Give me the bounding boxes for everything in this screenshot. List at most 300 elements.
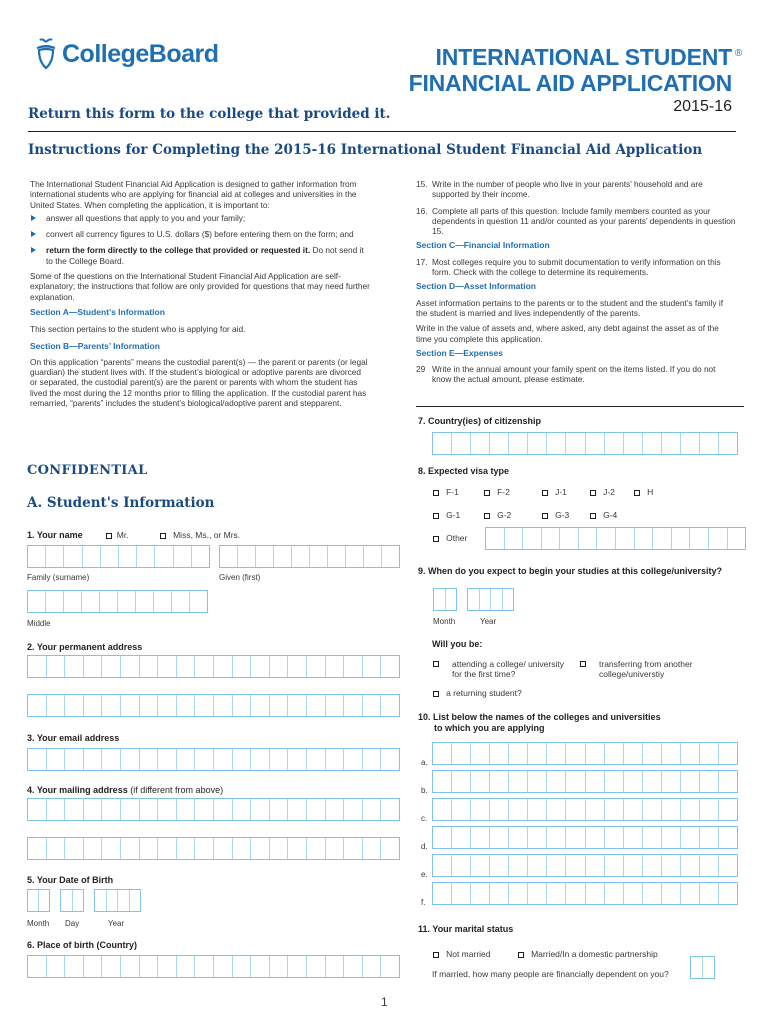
- birth-month-input[interactable]: [27, 889, 50, 912]
- character-cell[interactable]: [452, 855, 471, 876]
- character-cell[interactable]: [47, 799, 66, 820]
- character-cell[interactable]: [326, 799, 345, 820]
- character-cell[interactable]: [307, 695, 326, 716]
- character-cell[interactable]: [65, 749, 84, 770]
- character-cell[interactable]: [84, 656, 103, 677]
- character-cell[interactable]: [528, 743, 547, 764]
- character-cell[interactable]: [490, 827, 509, 848]
- permanent-address-line2-input[interactable]: [27, 694, 400, 717]
- visa-option-g4[interactable]: [590, 510, 617, 520]
- character-cell[interactable]: [605, 743, 624, 764]
- character-cell[interactable]: [119, 546, 137, 567]
- character-cell[interactable]: [471, 827, 490, 848]
- character-cell[interactable]: [662, 743, 681, 764]
- character-cell[interactable]: [65, 656, 84, 677]
- character-cell[interactable]: [643, 827, 662, 848]
- character-cell[interactable]: [566, 433, 585, 454]
- character-cell[interactable]: [28, 591, 46, 612]
- character-cell[interactable]: [107, 890, 119, 911]
- character-cell[interactable]: [433, 827, 452, 848]
- character-cell[interactable]: [310, 546, 328, 567]
- character-cell[interactable]: [566, 799, 585, 820]
- character-cell[interactable]: [46, 591, 64, 612]
- character-cell[interactable]: [700, 799, 719, 820]
- character-cell[interactable]: [270, 656, 289, 677]
- character-cell[interactable]: [547, 799, 566, 820]
- character-cell[interactable]: [471, 433, 490, 454]
- character-cell[interactable]: [597, 528, 616, 549]
- character-cell[interactable]: [681, 883, 700, 904]
- character-cell[interactable]: [523, 528, 542, 549]
- visa-option-j1[interactable]: [542, 487, 567, 497]
- college-f-input[interactable]: [432, 882, 738, 905]
- character-cell[interactable]: [214, 956, 233, 977]
- character-cell[interactable]: [566, 855, 585, 876]
- character-cell[interactable]: [46, 546, 64, 567]
- character-cell[interactable]: [566, 827, 585, 848]
- character-cell[interactable]: [586, 433, 605, 454]
- dependents-count-input[interactable]: [690, 956, 715, 979]
- visa-other-input[interactable]: [485, 527, 746, 550]
- character-cell[interactable]: [28, 546, 46, 567]
- visa-option-other[interactable]: [433, 533, 467, 543]
- character-cell[interactable]: [381, 956, 399, 977]
- character-cell[interactable]: [662, 827, 681, 848]
- character-cell[interactable]: [605, 855, 624, 876]
- marital-option-not-married[interactable]: [433, 949, 491, 959]
- character-cell[interactable]: [566, 771, 585, 792]
- character-cell[interactable]: [288, 956, 307, 977]
- character-cell[interactable]: [177, 695, 196, 716]
- character-cell[interactable]: [509, 771, 528, 792]
- checkbox[interactable]: [106, 533, 112, 539]
- character-cell[interactable]: [121, 656, 140, 677]
- character-cell[interactable]: [28, 799, 47, 820]
- character-cell[interactable]: [307, 749, 326, 770]
- character-cell[interactable]: [605, 827, 624, 848]
- checkbox[interactable]: [160, 533, 166, 539]
- character-cell[interactable]: [719, 827, 737, 848]
- character-cell[interactable]: [446, 589, 457, 610]
- character-cell[interactable]: [624, 771, 643, 792]
- character-cell[interactable]: [452, 771, 471, 792]
- character-cell[interactable]: [130, 890, 141, 911]
- character-cell[interactable]: [490, 433, 509, 454]
- option-transfer[interactable]: [580, 659, 720, 679]
- checkbox[interactable]: [518, 952, 524, 958]
- character-cell[interactable]: [471, 799, 490, 820]
- character-cell[interactable]: [528, 771, 547, 792]
- character-cell[interactable]: [251, 656, 270, 677]
- character-cell[interactable]: [490, 743, 509, 764]
- character-cell[interactable]: [681, 799, 700, 820]
- college-a-input[interactable]: [432, 742, 738, 765]
- character-cell[interactable]: [307, 838, 326, 859]
- character-cell[interactable]: [452, 433, 471, 454]
- character-cell[interactable]: [136, 591, 154, 612]
- character-cell[interactable]: [28, 749, 47, 770]
- character-cell[interactable]: [307, 956, 326, 977]
- character-cell[interactable]: [452, 827, 471, 848]
- character-cell[interactable]: [158, 838, 177, 859]
- character-cell[interactable]: [505, 528, 524, 549]
- character-cell[interactable]: [233, 749, 252, 770]
- option-returning[interactable]: [433, 688, 522, 698]
- character-cell[interactable]: [616, 528, 635, 549]
- character-cell[interactable]: [363, 656, 382, 677]
- character-cell[interactable]: [328, 546, 346, 567]
- character-cell[interactable]: [84, 956, 103, 977]
- character-cell[interactable]: [214, 838, 233, 859]
- character-cell[interactable]: [140, 838, 159, 859]
- character-cell[interactable]: [528, 433, 547, 454]
- character-cell[interactable]: [154, 591, 172, 612]
- character-cell[interactable]: [220, 546, 238, 567]
- character-cell[interactable]: [344, 956, 363, 977]
- option-first-time[interactable]: [433, 659, 573, 679]
- character-cell[interactable]: [547, 855, 566, 876]
- character-cell[interactable]: [288, 695, 307, 716]
- family-name-input[interactable]: [27, 545, 210, 568]
- character-cell[interactable]: [681, 743, 700, 764]
- character-cell[interactable]: [662, 433, 681, 454]
- character-cell[interactable]: [39, 890, 49, 911]
- character-cell[interactable]: [624, 827, 643, 848]
- checkbox[interactable]: [542, 490, 548, 496]
- checkbox[interactable]: [433, 952, 439, 958]
- character-cell[interactable]: [195, 799, 214, 820]
- character-cell[interactable]: [382, 546, 399, 567]
- character-cell[interactable]: [528, 855, 547, 876]
- character-cell[interactable]: [480, 589, 492, 610]
- character-cell[interactable]: [586, 799, 605, 820]
- character-cell[interactable]: [140, 749, 159, 770]
- checkbox[interactable]: [433, 513, 439, 519]
- birth-day-input[interactable]: [60, 889, 84, 912]
- character-cell[interactable]: [363, 956, 382, 977]
- character-cell[interactable]: [344, 749, 363, 770]
- character-cell[interactable]: [251, 695, 270, 716]
- character-cell[interactable]: [468, 589, 480, 610]
- character-cell[interactable]: [381, 799, 399, 820]
- visa-option-f2[interactable]: [484, 487, 510, 497]
- character-cell[interactable]: [233, 799, 252, 820]
- start-year-input[interactable]: [467, 588, 514, 611]
- character-cell[interactable]: [700, 883, 719, 904]
- character-cell[interactable]: [728, 528, 746, 549]
- character-cell[interactable]: [490, 771, 509, 792]
- character-cell[interactable]: [256, 546, 274, 567]
- character-cell[interactable]: [84, 749, 103, 770]
- character-cell[interactable]: [274, 546, 292, 567]
- character-cell[interactable]: [140, 956, 159, 977]
- q1-option-miss[interactable]: [160, 530, 240, 540]
- character-cell[interactable]: [251, 749, 270, 770]
- character-cell[interactable]: [381, 749, 399, 770]
- character-cell[interactable]: [233, 956, 252, 977]
- character-cell[interactable]: [433, 883, 452, 904]
- character-cell[interactable]: [251, 799, 270, 820]
- character-cell[interactable]: [547, 771, 566, 792]
- college-b-input[interactable]: [432, 770, 738, 793]
- character-cell[interactable]: [47, 695, 66, 716]
- character-cell[interactable]: [140, 656, 159, 677]
- character-cell[interactable]: [643, 855, 662, 876]
- character-cell[interactable]: [83, 546, 101, 567]
- mailing-address-line2-input[interactable]: [27, 837, 400, 860]
- character-cell[interactable]: [344, 656, 363, 677]
- character-cell[interactable]: [28, 890, 39, 911]
- character-cell[interactable]: [65, 695, 84, 716]
- character-cell[interactable]: [158, 749, 177, 770]
- character-cell[interactable]: [270, 838, 289, 859]
- character-cell[interactable]: [643, 743, 662, 764]
- character-cell[interactable]: [177, 799, 196, 820]
- character-cell[interactable]: [433, 433, 452, 454]
- character-cell[interactable]: [452, 883, 471, 904]
- character-cell[interactable]: [681, 855, 700, 876]
- character-cell[interactable]: [381, 695, 399, 716]
- character-cell[interactable]: [288, 838, 307, 859]
- character-cell[interactable]: [177, 956, 196, 977]
- character-cell[interactable]: [690, 528, 709, 549]
- character-cell[interactable]: [547, 433, 566, 454]
- character-cell[interactable]: [233, 838, 252, 859]
- character-cell[interactable]: [177, 838, 196, 859]
- character-cell[interactable]: [700, 855, 719, 876]
- character-cell[interactable]: [84, 799, 103, 820]
- character-cell[interactable]: [121, 956, 140, 977]
- character-cell[interactable]: [121, 695, 140, 716]
- checkbox[interactable]: [590, 513, 596, 519]
- character-cell[interactable]: [719, 883, 737, 904]
- character-cell[interactable]: [719, 743, 737, 764]
- character-cell[interactable]: [28, 656, 47, 677]
- character-cell[interactable]: [586, 827, 605, 848]
- checkbox[interactable]: [634, 490, 640, 496]
- character-cell[interactable]: [214, 799, 233, 820]
- character-cell[interactable]: [64, 546, 82, 567]
- character-cell[interactable]: [251, 956, 270, 977]
- character-cell[interactable]: [672, 528, 691, 549]
- character-cell[interactable]: [84, 695, 103, 716]
- character-cell[interactable]: [700, 827, 719, 848]
- character-cell[interactable]: [121, 799, 140, 820]
- character-cell[interactable]: [635, 528, 654, 549]
- character-cell[interactable]: [65, 799, 84, 820]
- character-cell[interactable]: [190, 591, 207, 612]
- character-cell[interactable]: [471, 771, 490, 792]
- character-cell[interactable]: [195, 695, 214, 716]
- character-cell[interactable]: [102, 656, 121, 677]
- character-cell[interactable]: [177, 656, 196, 677]
- checkbox[interactable]: [433, 661, 439, 667]
- character-cell[interactable]: [233, 695, 252, 716]
- q1-option-mr[interactable]: [106, 530, 129, 540]
- citizenship-input[interactable]: [432, 432, 738, 455]
- character-cell[interactable]: [158, 956, 177, 977]
- character-cell[interactable]: [214, 749, 233, 770]
- character-cell[interactable]: [65, 838, 84, 859]
- character-cell[interactable]: [509, 827, 528, 848]
- character-cell[interactable]: [307, 656, 326, 677]
- visa-option-f1[interactable]: [433, 487, 459, 497]
- character-cell[interactable]: [490, 799, 509, 820]
- character-cell[interactable]: [270, 695, 289, 716]
- character-cell[interactable]: [65, 956, 84, 977]
- character-cell[interactable]: [643, 771, 662, 792]
- character-cell[interactable]: [719, 799, 737, 820]
- birth-country-input[interactable]: [27, 955, 400, 978]
- given-name-input[interactable]: [219, 545, 400, 568]
- character-cell[interactable]: [47, 749, 66, 770]
- checkbox[interactable]: [590, 490, 596, 496]
- character-cell[interactable]: [270, 799, 289, 820]
- character-cell[interactable]: [270, 956, 289, 977]
- character-cell[interactable]: [566, 883, 585, 904]
- character-cell[interactable]: [433, 799, 452, 820]
- character-cell[interactable]: [503, 589, 514, 610]
- character-cell[interactable]: [528, 799, 547, 820]
- character-cell[interactable]: [137, 546, 155, 567]
- character-cell[interactable]: [624, 743, 643, 764]
- character-cell[interactable]: [292, 546, 310, 567]
- character-cell[interactable]: [47, 838, 66, 859]
- character-cell[interactable]: [288, 799, 307, 820]
- checkbox[interactable]: [542, 513, 548, 519]
- character-cell[interactable]: [434, 589, 446, 610]
- character-cell[interactable]: [61, 890, 73, 911]
- character-cell[interactable]: [662, 799, 681, 820]
- character-cell[interactable]: [452, 743, 471, 764]
- visa-option-g1[interactable]: [433, 510, 460, 520]
- character-cell[interactable]: [490, 855, 509, 876]
- character-cell[interactable]: [64, 591, 82, 612]
- visa-option-h[interactable]: [634, 487, 653, 497]
- character-cell[interactable]: [509, 743, 528, 764]
- mailing-address-line1-input[interactable]: [27, 798, 400, 821]
- character-cell[interactable]: [509, 883, 528, 904]
- character-cell[interactable]: [238, 546, 256, 567]
- checkbox[interactable]: [580, 661, 586, 667]
- character-cell[interactable]: [681, 433, 700, 454]
- character-cell[interactable]: [101, 546, 119, 567]
- character-cell[interactable]: [662, 771, 681, 792]
- character-cell[interactable]: [509, 433, 528, 454]
- college-d-input[interactable]: [432, 826, 738, 849]
- character-cell[interactable]: [326, 838, 345, 859]
- character-cell[interactable]: [643, 433, 662, 454]
- email-input[interactable]: [27, 748, 400, 771]
- character-cell[interactable]: [509, 799, 528, 820]
- character-cell[interactable]: [82, 591, 100, 612]
- character-cell[interactable]: [177, 749, 196, 770]
- character-cell[interactable]: [95, 890, 107, 911]
- character-cell[interactable]: [84, 838, 103, 859]
- character-cell[interactable]: [452, 799, 471, 820]
- character-cell[interactable]: [251, 838, 270, 859]
- character-cell[interactable]: [140, 799, 159, 820]
- character-cell[interactable]: [102, 799, 121, 820]
- character-cell[interactable]: [28, 838, 47, 859]
- character-cell[interactable]: [364, 546, 382, 567]
- character-cell[interactable]: [326, 695, 345, 716]
- character-cell[interactable]: [433, 743, 452, 764]
- character-cell[interactable]: [214, 656, 233, 677]
- visa-option-j2[interactable]: [590, 487, 615, 497]
- character-cell[interactable]: [363, 695, 382, 716]
- character-cell[interactable]: [509, 855, 528, 876]
- character-cell[interactable]: [118, 591, 136, 612]
- character-cell[interactable]: [560, 528, 579, 549]
- character-cell[interactable]: [490, 883, 509, 904]
- marital-option-married[interactable]: [518, 949, 658, 959]
- character-cell[interactable]: [703, 957, 714, 978]
- character-cell[interactable]: [214, 695, 233, 716]
- character-cell[interactable]: [363, 838, 382, 859]
- character-cell[interactable]: [195, 838, 214, 859]
- character-cell[interactable]: [691, 957, 703, 978]
- character-cell[interactable]: [195, 956, 214, 977]
- character-cell[interactable]: [102, 749, 121, 770]
- visa-option-g2[interactable]: [484, 510, 511, 520]
- checkbox[interactable]: [433, 490, 439, 496]
- character-cell[interactable]: [102, 695, 121, 716]
- character-cell[interactable]: [681, 771, 700, 792]
- character-cell[interactable]: [288, 656, 307, 677]
- start-month-input[interactable]: [433, 588, 457, 611]
- character-cell[interactable]: [433, 771, 452, 792]
- character-cell[interactable]: [195, 656, 214, 677]
- character-cell[interactable]: [118, 890, 130, 911]
- character-cell[interactable]: [586, 855, 605, 876]
- character-cell[interactable]: [719, 433, 737, 454]
- character-cell[interactable]: [233, 656, 252, 677]
- character-cell[interactable]: [586, 771, 605, 792]
- character-cell[interactable]: [47, 956, 66, 977]
- character-cell[interactable]: [528, 883, 547, 904]
- character-cell[interactable]: [605, 799, 624, 820]
- character-cell[interactable]: [471, 883, 490, 904]
- character-cell[interactable]: [158, 656, 177, 677]
- character-cell[interactable]: [624, 855, 643, 876]
- character-cell[interactable]: [174, 546, 192, 567]
- character-cell[interactable]: [528, 827, 547, 848]
- character-cell[interactable]: [363, 749, 382, 770]
- character-cell[interactable]: [121, 749, 140, 770]
- character-cell[interactable]: [172, 591, 190, 612]
- character-cell[interactable]: [100, 591, 118, 612]
- character-cell[interactable]: [662, 883, 681, 904]
- character-cell[interactable]: [624, 433, 643, 454]
- checkbox[interactable]: [484, 513, 490, 519]
- character-cell[interactable]: [586, 743, 605, 764]
- permanent-address-line1-input[interactable]: [27, 655, 400, 678]
- character-cell[interactable]: [433, 855, 452, 876]
- character-cell[interactable]: [363, 799, 382, 820]
- character-cell[interactable]: [73, 890, 84, 911]
- character-cell[interactable]: [643, 883, 662, 904]
- character-cell[interactable]: [326, 956, 345, 977]
- checkbox[interactable]: [433, 691, 439, 697]
- character-cell[interactable]: [605, 883, 624, 904]
- character-cell[interactable]: [547, 827, 566, 848]
- character-cell[interactable]: [542, 528, 561, 549]
- character-cell[interactable]: [624, 883, 643, 904]
- character-cell[interactable]: [381, 656, 399, 677]
- character-cell[interactable]: [566, 743, 585, 764]
- checkbox[interactable]: [433, 536, 439, 542]
